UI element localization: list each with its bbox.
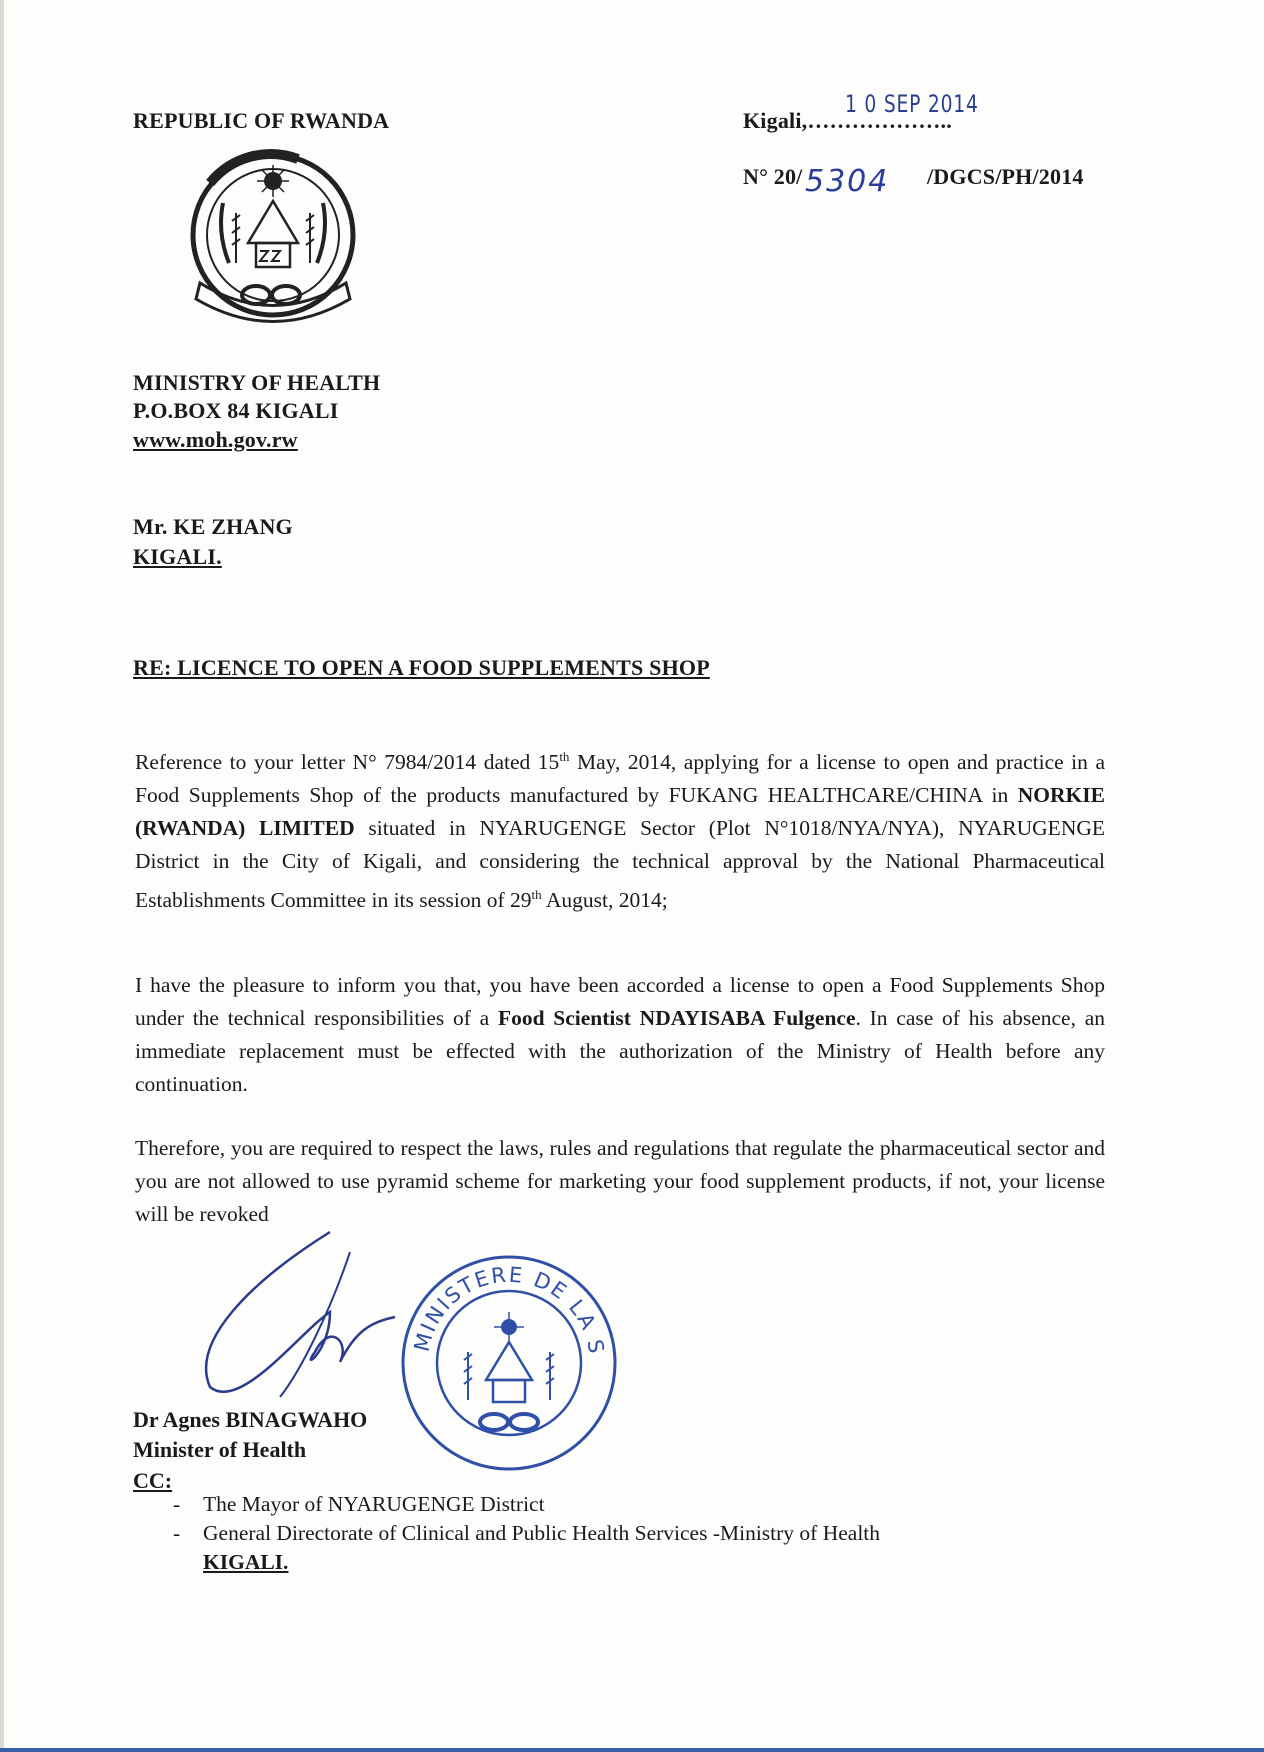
- recipient-name: Mr. KE ZHANG: [133, 514, 293, 539]
- list-item: - The Mayor of NYARUGENGE District: [173, 1492, 545, 1516]
- scan-bottom-edge: [0, 1748, 1264, 1752]
- date-stamp: 1 0 SEP 2014: [845, 90, 979, 118]
- rwanda-coat-of-arms-icon: [178, 143, 368, 340]
- website-link[interactable]: www.moh.gov.rw: [133, 427, 298, 452]
- signatory-name: Dr Agnes BINAGWAHO: [133, 1407, 368, 1432]
- cc-list: [133, 1490, 1033, 1577]
- list-item: KIGALI.: [203, 1550, 289, 1574]
- paragraph-requirements: Therefore, you are required to respect the laws, rules and regulations that regulate the pharmaceutical sector and you are not allowed to use pyramid scheme for marketing your food supplement products, if not, your license will be revoked: [135, 1136, 1105, 1226]
- handwritten-signature-icon: [180, 1222, 410, 1407]
- signatory-title: Minister of Health: [133, 1437, 307, 1462]
- paragraph-license: I have the pleasure to inform you that, you have been accorded a license to open a Food Supplements Shop under the technical responsibilities of a Food Scientist NDAYISABA Fulgence. In case of his absence, an immediate replacement must be effected with the authorization of the Ministry of Health before any continuation.: [135, 973, 1105, 1096]
- ministry-seal-stamp-icon: [398, 1252, 620, 1479]
- letter-body-p3: [135, 1132, 1105, 1231]
- reference-handwritten-number: 5304: [805, 164, 890, 199]
- cc-label: CC:: [133, 1468, 173, 1493]
- dateline-place: Kigali,………………..: [743, 108, 952, 133]
- list-item: - General Directorate of Clinical and Public Health Services -Ministry of Health: [173, 1521, 881, 1545]
- po-box: P.O.BOX 84 KIGALI: [133, 398, 339, 423]
- reference-prefix: N° 20/: [743, 164, 803, 189]
- reference-suffix: /DGCS/PH/2014: [927, 164, 1084, 189]
- scan-edge: [0, 0, 4, 1752]
- ministry-name: MINISTRY OF HEALTH: [133, 370, 381, 395]
- recipient-city: KIGALI.: [133, 544, 222, 569]
- svg-text:MINISTERE DE LA SANTE: MINISTERE DE LA S: [409, 1262, 609, 1358]
- paragraph-reference: Reference to your letter N° 7984/2014 dated 15th May, 2014, applying for a license to open and practice in a Food Supplements Shop of the products manufactured by FUKANG HEALTHCARE/CHINA in NORKIE (RWANDA) LIMITED situated in NYARUGENGE Sector (Plot N°1018/NYA/NYA), NYARUGENGE District in the City of Kigali, and considering the technical approval by the National Pharmaceutical Establishments Committee in its session of 29th August, 2014;: [135, 749, 1106, 913]
- letter-body-p2: [135, 969, 1105, 1101]
- country-name: REPUBLIC OF RWANDA: [133, 108, 390, 133]
- subject-line: RE: LICENCE TO OPEN A FOOD SUPPLEMENTS SHOP: [133, 655, 710, 680]
- letter-body: [135, 740, 1105, 917]
